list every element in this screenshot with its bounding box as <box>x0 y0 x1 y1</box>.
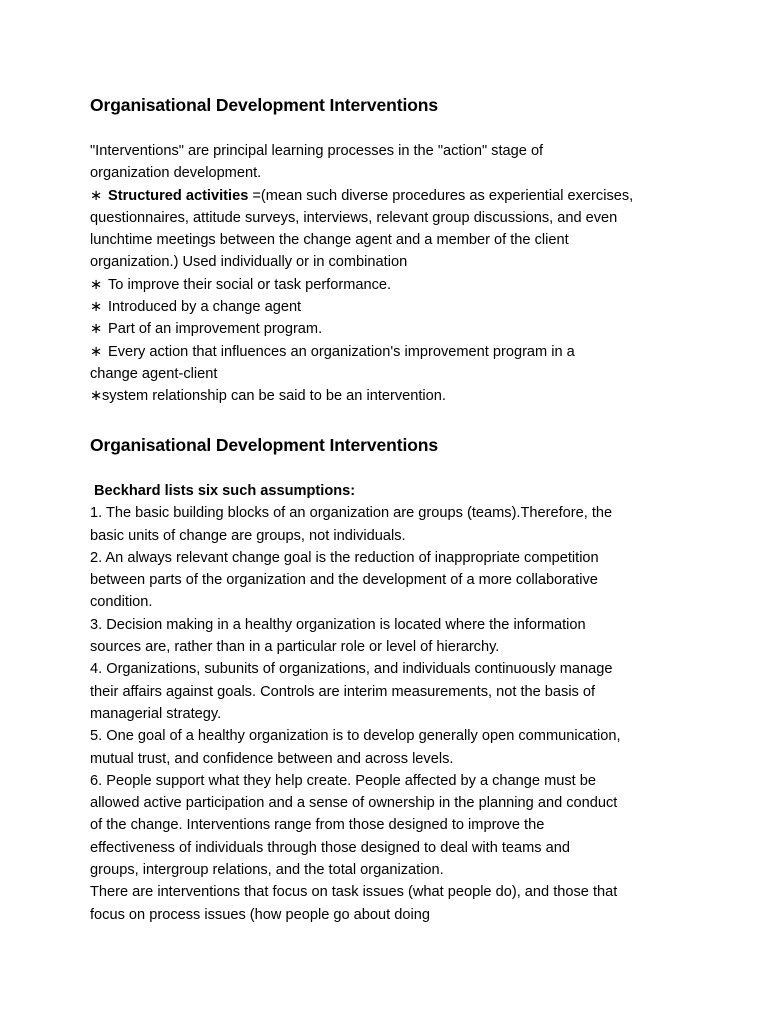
assumption-line: basic units of change are groups, not individuals. <box>90 527 406 544</box>
bullet-item-5 <box>90 385 690 407</box>
bullet-star-icon: ∗ <box>90 299 103 316</box>
section2-heading: Organisational Development Interventions <box>90 435 439 455</box>
bullet-item-text: Part of an improvement program. <box>108 321 323 338</box>
bullet-star-icon: ∗ <box>90 321 103 338</box>
assumption-line: 6. People support what they help create. People affected by a change must be <box>90 772 596 789</box>
section1-heading: Organisational Development Interventions <box>90 95 439 115</box>
assumptions-subheading: Beckhard lists six such assumptions: <box>94 483 356 499</box>
bullet-item-3 <box>90 318 690 340</box>
assumption-line: 4. Organizations, subunits of organizations, and individuals continuously manage <box>90 661 613 678</box>
bullet-item-text: system relationship can be said to be an intervention. <box>102 388 446 405</box>
bullet-item-4-continued: change agent-client <box>90 365 218 382</box>
section1-body <box>90 140 690 408</box>
assumption-line: allowed active participation and a sense of ownership in the planning and conduct <box>90 795 618 812</box>
closing-line: There are interventions that focus on task issues (what people do), and those that <box>90 884 618 901</box>
assumption-line: managerial strategy. <box>90 705 222 722</box>
structured-activities-term: Structured activities <box>108 187 249 204</box>
assumption-line: 5. One goal of a healthy organization is to develop generally open communication, <box>90 728 621 745</box>
bullet-star-icon: ∗ <box>90 276 103 293</box>
assumption-line: mutual trust, and confidence between and across levels. <box>90 750 454 767</box>
bullet-item-text: Every action that influences an organization's improvement program in a <box>108 343 575 360</box>
structured-activities-text: =(mean such diverse procedures as experiential exercises, <box>248 187 634 204</box>
bullet-star-icon: ∗ <box>90 343 103 360</box>
bullet-star-icon: ∗ <box>90 187 103 204</box>
assumption-line: their affairs against goals. Controls are interim measurements, not the basis of <box>90 683 596 700</box>
assumption-line: 3. Decision making in a healthy organization is located where the information <box>90 616 586 633</box>
bullet-item-2 <box>90 296 690 318</box>
bullet-item-4 <box>90 341 690 363</box>
structured-activities-line-4: organization.) Used individually or in combination <box>90 254 408 271</box>
assumption-line: condition. <box>90 594 153 611</box>
assumption-line: 1. The basic building blocks of an organization are groups (teams).Therefore, the <box>90 505 613 522</box>
assumption-line: sources are, rather than in a particular role or level of hierarchy. <box>90 639 500 656</box>
assumption-line: effectiveness of individuals through those designed to deal with teams and <box>90 839 571 856</box>
closing-line: focus on process issues (how people go about doing <box>90 906 430 923</box>
section2-body <box>90 480 690 926</box>
structured-activities-line-3: lunchtime meetings between the change agent and a member of the client <box>90 232 569 249</box>
assumption-line: 2. An always relevant change goal is the reduction of inappropriate competition <box>90 549 599 566</box>
assumption-line: groups, intergroup relations, and the total organization. <box>90 862 444 879</box>
intro-line-1: "Interventions" are principal learning processes in the "action" stage of <box>90 143 544 159</box>
structured-activities-line-2: questionnaires, attitude surveys, interviews, relevant group discussions, and even <box>90 209 618 226</box>
bullet-item-text: Introduced by a change agent <box>108 299 302 316</box>
bullet-star-icon: ∗ <box>90 388 103 405</box>
bullet-item-text: To improve their social or task performance. <box>108 276 392 293</box>
assumption-line: between parts of the organization and the development of a more collaborative <box>90 572 598 589</box>
assumption-line: of the change. Interventions range from those designed to improve the <box>90 817 545 834</box>
structured-activities-line-1 <box>90 185 690 207</box>
intro-line-2: organization development. <box>90 165 262 182</box>
bullet-item-1 <box>90 274 690 296</box>
